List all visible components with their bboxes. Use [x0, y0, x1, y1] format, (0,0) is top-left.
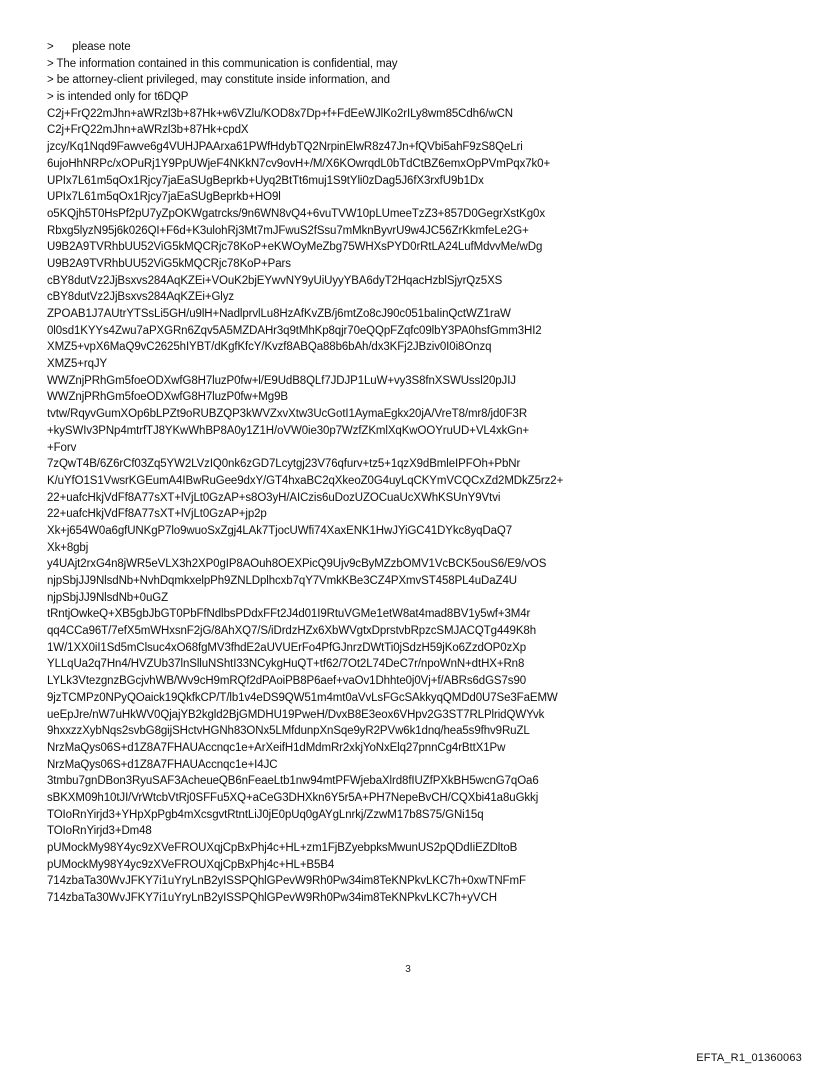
text-line: njpSbjJJ9NlsdNb+0uGZ: [47, 591, 169, 604]
text-line: njpSbjJJ9NlsdNb+NvhDqmkxelpPh9ZNLDplhcxb7qY7VmkKBe3CZ4PXmvST458PL4uDaZ4U: [47, 575, 517, 587]
text-line: 0l0sd1KYYs4Zwu7aPXGRn6Zqv5A5MZDAHr3q9tMhKp8qjr70eQQpFZqfc09lbY3PA0hsfGmm3HI2: [47, 324, 542, 337]
text-line: y4UAjt2rxG4n8jWR5eVLX3h2XP0gIP8AOuh8OEXPicQ9Ujv9cByMZzbOMV1VcBCK5ouS6/E9/vOS: [47, 558, 547, 571]
text-line: sBKXM09h10tJI/VrWtcbVtRj0SFFu5XQ+aCeG3DHXkn6Y5r5A+PH7NepeBvCH/CQXbi41a8uGkkj: [47, 791, 539, 804]
text-line: XMZ5+rqJY: [47, 358, 108, 371]
text-line: ZPOAB1J7AUtrYTSsLi5GH/u9lH+NadlprvlLu8HzAfKvZB/j6mtZo8cJ90c051baIinQctWZ1raW: [47, 308, 511, 320]
text-line: 22+uafcHkjVdFf8A77sXT+lVjLt0GzAP+jp2p: [47, 508, 267, 521]
document-id: EFTA_R1_01360063: [696, 1052, 802, 1064]
text-line: XMZ5+vpX6MaQ9vC2625hIYBT/dKgfKfcY/Kvzf8ABQa88b6bAh/dx3KFj2JBziv0I0i8Onzq: [47, 341, 492, 354]
text-line: > be attorney-client privileged, may constitute inside information, and: [47, 74, 390, 87]
text-line: > please note: [47, 41, 131, 53]
text-line: cBY8dutVz2JjBsxvs284AqKZEi+Glyz: [47, 291, 235, 304]
text-line: Xk+8gbj: [47, 541, 89, 554]
page-number: 3: [405, 964, 411, 975]
text-line: 714zbaTa30WvJFKY7i1uYryLnB2yISSPQhlGPevW9Rh0Pw34im8TeKNPkvLKC7h+0xwTNFmF: [47, 875, 526, 888]
text-line: 9jzTCMPz0NPyQOaick19QkfkCP/T/lb1v4eDS9QW51m4mt0aVvLsFGcSAkkyqQMDd0U7Se3FaEMW: [47, 691, 558, 704]
text-line: 1W/1XX0iI1Sd5mClsuc4xO68fgMV3fhdE2aUVUErFo4PfGJnrzDWtTi0jSdzH59jKo6ZzdOP0zXp: [47, 641, 527, 654]
text-line: WWZnjPRhGm5foeODXwfG8H7luzP0fw+Mg9B: [47, 391, 288, 404]
text-line: LYLk3VtezgnzBGcjvhWB/Wv9cH9mRQf2dPAoiPB8P6aef+vaOv1Dhhte0j0Vj+f/ABRs6dGS7s90: [47, 675, 527, 688]
text-line: YLLqUa2q7Hn4/HVZUb37lnSlluNShtI33NCykgHuQT+tf62/7Ot2L74DeC7r/npoWnN+dtHX+Rn8: [47, 658, 525, 671]
text-line: tRntjOwkeQ+XB5gbJbGT0PbFfNdlbsPDdxFFt2J4d01I9RtuVGMe1etW8at4mad8BV1y5wf+3M4r: [47, 608, 531, 621]
text-line: pUMockMy98Y4yc9zXVeFROUXqjCpBxPhj4c+HL+B5B4: [47, 858, 335, 871]
text-line: U9B2A9TVRhbUU52ViG5kMQCRjc78KoP+eKWOyMeZbg75WHXsPYD0rRtLA24LufMdvvMe/wDg: [47, 241, 543, 254]
text-line: WWZnjPRhGm5foeODXwfG8H7luzP0fw+l/E9UdB8QLf7JDJP1LuW+vy3S8fnXSWUssl20pJIJ: [47, 374, 516, 387]
text-line: 714zbaTa30WvJFKY7i1uYryLnB2yISSPQhlGPevW9Rh0Pw34im8TeKNPkvLKC7h+yVCH: [47, 892, 497, 905]
text-line: 3tmbu7gnDBon3RyuSAF3AcheueQB6nFeaeLtb1nw94mtPFWjebaXlrd8fIUZfPXkBH5wcnG7qOa6: [47, 775, 539, 788]
text-line: +Forv: [47, 441, 77, 454]
text-line: 9hxxzzXybNqs2svbG8gijSHctvHGNh83ONx5LMfdunpXnSqe9yR2PVw6k1dnq/hea5s9fhv9RuZL: [47, 725, 530, 738]
text-line: tvtw/RqyvGumXOp6bLPZt9oRUBZQP3kWVZxvXtw3UcGotI1AymaEgkx20jA/VreT8/mr8/jd0F3R: [47, 408, 528, 421]
text-line: NrzMaQys06S+d1Z8A7FHAUAccnqc1e+I4JC: [47, 758, 278, 771]
text-line: o5KQjh5T0HsPf2pU7yZpOKWgatrcks/9n6WN8vQ4+6vuTVW10pLUmeeTzZ3+857D0GegrXstKg0x: [47, 207, 545, 220]
text-line: K/uYfO1S1VwsrKGEumA4IBwRuGee9dxY/GT4hxaBC2qXkeoZ0G4uyLqCKYmVCQCxZd2MDkZ5rz2+: [47, 474, 564, 487]
text-line: pUMockMy98Y4yc9zXVeFROUXqjCpBxPhj4c+HL+zm1FjBZyebpksMwunUS2pQDdIiEZDltoB: [47, 842, 518, 854]
text-line: C2j+FrQ22mJhn+aWRzl3b+87Hk+w6VZlu/KOD8x7Dp+f+FdEeWJlKo2rILy8wm85Cdh6/wCN: [47, 107, 513, 120]
text-line: UPIx7L61m5qOx1Rjcy7jaEaSUgBeprkb+Uyq2BtTt6muj1S9tYli0zDag5J6fX3rxfU9b1Dx: [47, 174, 484, 187]
text-line: 6ujoHhNRPc/xOPuRj1Y9PpUWjeF4NKkN7cv9ovH+/M/X6KOwrqdL0bTdCtBZ6emxOpPVmPqx7k0+: [47, 157, 551, 170]
text-line: ueEpJre/nW7uHkWV0QjajYB2kgld2BjGMDHU19PweH/DvxB8E3eox6VHpv2G3ST7RLPlridQWYvk: [47, 708, 545, 721]
text-line: TOIoRnYirjd3+Dm48: [47, 825, 152, 838]
text-line: +kySWIv3PNp4mtrfTJ8YKwWhBP8A0y1Z1H/oVW0ie30p7WzfZKmlXqKwOOYruUD+VL4xkGn+: [47, 424, 530, 437]
text-line: cBY8dutVz2JjBsxvs284AqKZEi+VOuK2bjEYwvNY9yUiUyyYBA6dyT2HqacHzblSjyrQz5XS: [47, 274, 503, 287]
text-line: Xk+j654W0a6gfUNKgP7lo9wuoSxZgj4LAk7TjocUWfi74XaxENK1HwJYiGC41DYkc8yqDaQ7: [47, 524, 513, 537]
text-line: > The information contained in this communication is confidential, may: [47, 57, 398, 70]
text-line: NrzMaQys06S+d1Z8A7FHAUAccnqc1e+ArXeifH1dMdmRr2xkjYoNxElq27pnnCg4rBttX1Pw: [47, 741, 506, 754]
text-line: qq4CCa96T/7efX5mWHxsnF2jG/8AhXQ7/S/iDrdzHZx6XbWVgtxDprstvbRpzcSMJACQTg449K8h: [47, 625, 536, 638]
text-line: C2j+FrQ22mJhn+aWRzl3b+87Hk+cpdX: [47, 124, 249, 137]
text-line: 7zQwT4B/6Z6rCf03Zq5YW2LVzIQ0nk6zGD7Lcytgj23V76qfurv+tz5+1qzX9dBmleIPFOh+PbNr: [47, 458, 521, 471]
email-body-text: [47, 39, 807, 907]
text-line: jzcy/Kq1Nqd9Fawve6g4VUHJPAArxa61PWfHdybTQ2NrpinElwR8z47Jn+fQVbi5ahF9zS8QeLri: [47, 141, 523, 154]
text-line: UPIx7L61m5qOx1Rjcy7jaEaSUgBeprkb+HO9l: [47, 191, 281, 204]
text-line: 22+uafcHkjVdFf8A77sXT+lVjLt0GzAP+s8O3yH/AICzis6uDozUZOCuaUcXWhKSUnY9Vtvi: [47, 491, 501, 504]
text-line: U9B2A9TVRhbUU52ViG5kMQCRjc78KoP+Pars: [47, 257, 291, 270]
text-line: Rbxg5lyzN95j6k026QI+F6d+K3ulohRj3Mt7mJFwuS2fSsu7mMknByvrU9w4JC56ZrKkmfeLe2G+: [47, 224, 529, 237]
text-line: > is intended only for t6DQP: [47, 91, 189, 104]
text-line: TOIoRnYirjd3+YHpXpPgb4mXcsgvtRtntLiJ0jE0pUq0gAYgLnrkj/ZzwM17b8S75/GNi15q: [47, 808, 484, 821]
